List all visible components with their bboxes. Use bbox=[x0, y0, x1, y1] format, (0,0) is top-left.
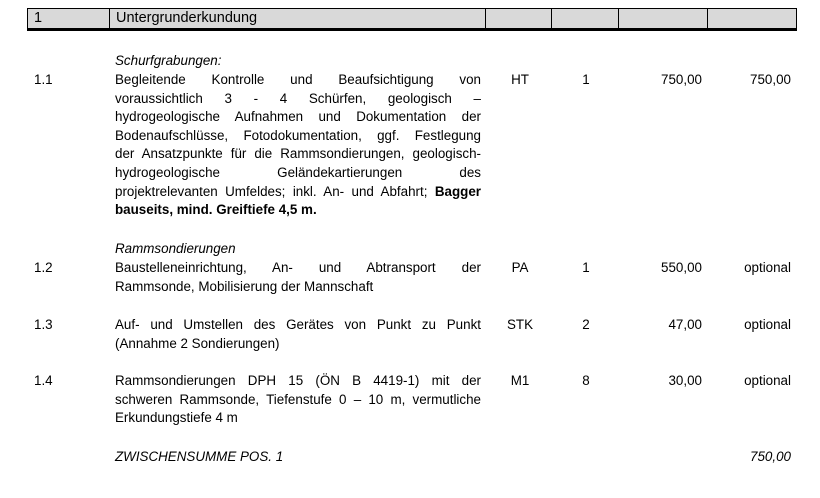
item-number: 1.1 bbox=[34, 72, 53, 87]
item-total: 750,00 bbox=[750, 72, 791, 87]
item-total: optional bbox=[744, 373, 791, 388]
item-unit-price: 750,00 bbox=[661, 72, 702, 87]
item-description bbox=[115, 316, 481, 353]
section-title: Untergrunderkundung bbox=[110, 9, 486, 28]
item-quantity: 1 bbox=[582, 260, 590, 275]
subtotal-label: ZWISCHENSUMME POS. 1 bbox=[115, 449, 284, 464]
description-line: schweren Rammsonde, Tiefenstufe 0 – 10 m, vermutliche bbox=[115, 391, 481, 407]
description-line: hydrogeologische Geländekartierungen des bbox=[115, 164, 481, 180]
description-line: Erkundungstiefe 4 m bbox=[115, 410, 238, 426]
item-total: optional bbox=[744, 260, 791, 275]
description-line: (Annahme 2 Sondierungen) bbox=[115, 335, 280, 351]
header-cell-quantity bbox=[552, 9, 619, 28]
item-unit: HT bbox=[511, 72, 529, 87]
section-header-bar bbox=[27, 8, 797, 31]
item-quantity: 1 bbox=[582, 72, 590, 87]
item-unit: M1 bbox=[510, 373, 530, 388]
item-number: 1.3 bbox=[34, 317, 53, 332]
description-line: hydrogeologische Aufnahmen und Dokumentation der bbox=[115, 109, 481, 125]
description-line: Bodenaufschlüsse, Fotodokumentation, ggf. Festlegung bbox=[115, 127, 481, 143]
item-unit-price: 550,00 bbox=[661, 260, 702, 275]
item-quantity: 8 bbox=[582, 373, 590, 388]
item-unit-price: 30,00 bbox=[668, 373, 702, 388]
description-bold-text: Bagger bbox=[434, 183, 481, 199]
description-line: voraussichtlich 3 - 4 Schürfen, geologisch – bbox=[115, 90, 481, 106]
section-heading-schurfgrabungen: Schurfgrabungen: bbox=[115, 53, 222, 68]
item-description bbox=[115, 71, 481, 220]
item-description bbox=[115, 259, 481, 296]
description-line-with-bold bbox=[115, 183, 481, 202]
description-line: Rammsondierungen DPH 15 (ÖN B 4419-1) mit der bbox=[115, 373, 481, 388]
item-unit: PA bbox=[511, 260, 529, 275]
description-line: Auf- und Umstellen des Gerätes von Punkt zu Punkt bbox=[115, 317, 481, 332]
item-unit: STK bbox=[506, 317, 534, 332]
item-unit-price: 47,00 bbox=[668, 317, 702, 332]
subtotal-value: 750,00 bbox=[750, 449, 791, 464]
description-line: Baustelleneinrichtung, An- und Abtransport der bbox=[115, 260, 481, 275]
item-quantity: 2 bbox=[582, 317, 590, 332]
description-line: der Ansatzpunkte für die Rammsondierungen, geologisch- bbox=[115, 146, 481, 162]
header-cell-total bbox=[708, 9, 797, 28]
description-bold-line: bauseits, mind. Greiftiefe 4,5 m. bbox=[115, 202, 317, 218]
item-number: 1.2 bbox=[34, 260, 53, 275]
description-line: Rammsonde, Mobilisierung der Mannschaft bbox=[115, 278, 374, 294]
item-number: 1.4 bbox=[34, 373, 53, 388]
section-number: 1 bbox=[27, 9, 110, 28]
description-text: projektrelevanten Umfeldes; inkl. An- und Abfahrt; bbox=[115, 183, 428, 199]
item-description bbox=[115, 372, 481, 428]
header-cell-unit-price bbox=[619, 9, 708, 28]
section-heading-rammsondierungen: Rammsondierungen bbox=[115, 241, 236, 256]
item-total: optional bbox=[744, 317, 791, 332]
description-line: Begleitende Kontrolle und Beaufsichtigung von bbox=[115, 72, 481, 87]
header-cell-unit bbox=[486, 9, 552, 28]
